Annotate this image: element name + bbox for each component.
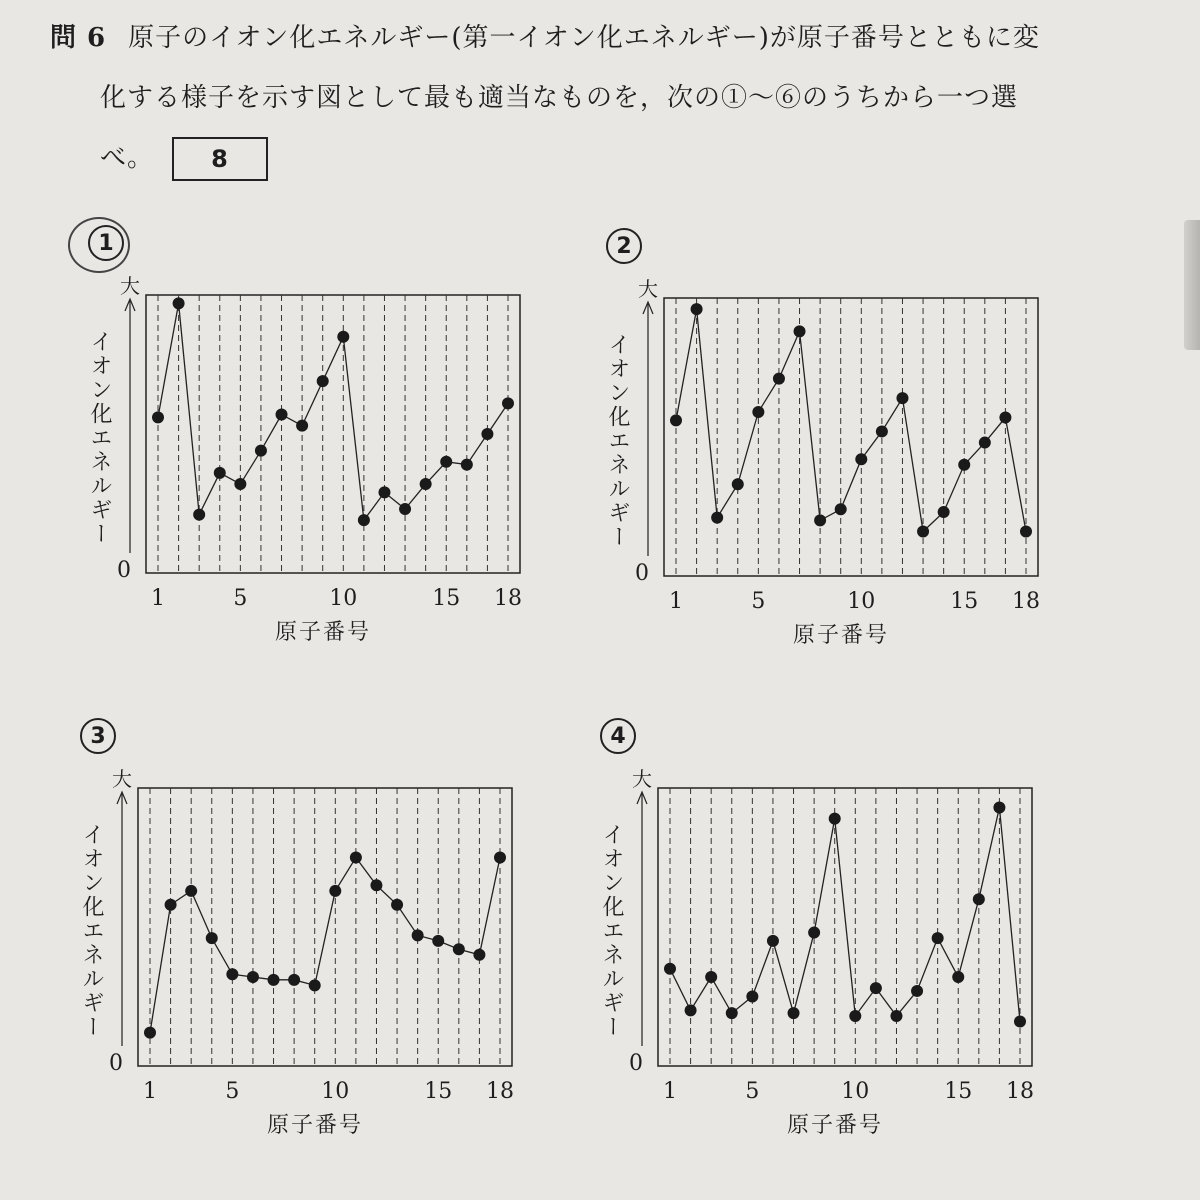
plot-frame bbox=[146, 295, 520, 573]
data-point bbox=[732, 478, 744, 490]
data-point bbox=[973, 893, 985, 905]
y-axis-label: イオン化エネルギー bbox=[87, 330, 112, 546]
y-axis-top-label: 大 bbox=[120, 274, 140, 298]
x-tick-label: 18 bbox=[1006, 1079, 1034, 1104]
data-point bbox=[917, 526, 929, 538]
x-tick-label: 18 bbox=[494, 586, 522, 611]
data-point bbox=[378, 486, 390, 498]
x-tick-label: 15 bbox=[424, 1079, 453, 1104]
x-axis-title: 原子番号 bbox=[793, 623, 890, 648]
page-edge-shadow bbox=[1184, 220, 1200, 350]
chart-option-4[interactable] bbox=[592, 718, 1152, 1188]
data-point bbox=[870, 982, 882, 994]
x-tick-label: 5 bbox=[751, 589, 766, 614]
data-point bbox=[502, 397, 514, 409]
chart-option-2[interactable] bbox=[598, 228, 1158, 698]
plot-frame bbox=[664, 298, 1038, 576]
x-tick-label: 5 bbox=[745, 1079, 760, 1104]
question-text bbox=[50, 8, 1160, 188]
x-tick-label: 1 bbox=[669, 589, 683, 614]
x-tick-label: 18 bbox=[486, 1079, 514, 1104]
x-tick-label: 10 bbox=[847, 589, 876, 614]
y-axis-top-label: 大 bbox=[632, 767, 652, 791]
x-tick-label: 15 bbox=[944, 1079, 973, 1104]
data-point bbox=[350, 852, 362, 864]
data-point bbox=[855, 453, 867, 465]
x-tick-label: 15 bbox=[950, 589, 979, 614]
series-line bbox=[676, 309, 1026, 531]
data-point bbox=[173, 297, 185, 309]
data-point bbox=[185, 885, 197, 897]
data-point bbox=[835, 503, 847, 515]
data-point bbox=[808, 927, 820, 939]
data-point bbox=[255, 445, 267, 457]
question-line-3: べ。 8 bbox=[50, 128, 1160, 188]
data-point bbox=[788, 1007, 800, 1019]
x-tick-label: 10 bbox=[329, 586, 358, 611]
x-tick-label: 10 bbox=[841, 1079, 870, 1104]
data-point bbox=[317, 375, 329, 387]
data-point bbox=[296, 420, 308, 432]
data-point bbox=[691, 303, 703, 315]
data-point bbox=[932, 932, 944, 944]
data-point bbox=[952, 971, 964, 983]
data-point bbox=[705, 971, 717, 983]
series-line bbox=[670, 807, 1020, 1021]
option-number-label: 2 bbox=[606, 228, 642, 264]
data-point bbox=[876, 425, 888, 437]
y-axis-zero-label: 0 bbox=[109, 1051, 123, 1076]
data-point bbox=[461, 459, 473, 471]
x-axis-title: 原子番号 bbox=[787, 1113, 884, 1138]
data-point bbox=[896, 392, 908, 404]
data-point bbox=[412, 929, 424, 941]
x-tick-label: 5 bbox=[233, 586, 248, 611]
y-axis-zero-label: 0 bbox=[629, 1051, 643, 1076]
data-point bbox=[670, 414, 682, 426]
data-point bbox=[481, 428, 493, 440]
question-line-1: 問 6 原子のイオン化エネルギー(第一イオン化エネルギー)が原子番号とともに変 bbox=[50, 23, 1040, 53]
data-point bbox=[214, 467, 226, 479]
data-point bbox=[247, 971, 259, 983]
data-point bbox=[453, 943, 465, 955]
question-line-2: 化する様子を示す図として最も適当なものを，次の①～⑥のうちから一つ選 bbox=[100, 83, 1019, 113]
data-point bbox=[746, 991, 758, 1003]
data-point bbox=[711, 512, 723, 524]
data-point bbox=[165, 899, 177, 911]
data-point bbox=[814, 514, 826, 526]
data-point bbox=[890, 1010, 902, 1022]
option-number-label: 3 bbox=[80, 718, 116, 754]
y-axis-label: イオン化エネルギー bbox=[599, 823, 624, 1039]
question-number: 問 6 bbox=[50, 23, 107, 53]
plot-frame bbox=[138, 788, 512, 1066]
data-point bbox=[288, 974, 300, 986]
y-axis-label: イオン化エネルギー bbox=[79, 823, 104, 1039]
data-point bbox=[206, 932, 218, 944]
data-point bbox=[726, 1007, 738, 1019]
data-point bbox=[432, 935, 444, 947]
data-point bbox=[767, 935, 779, 947]
series-line bbox=[158, 303, 508, 520]
data-point bbox=[370, 879, 382, 891]
data-point bbox=[1014, 1016, 1026, 1028]
x-tick-label: 15 bbox=[432, 586, 461, 611]
data-point bbox=[473, 949, 485, 961]
data-point bbox=[276, 409, 288, 421]
data-point bbox=[399, 503, 411, 515]
y-axis-zero-label: 0 bbox=[117, 558, 131, 583]
data-point bbox=[993, 801, 1005, 813]
y-axis-zero-label: 0 bbox=[635, 561, 649, 586]
data-point bbox=[958, 459, 970, 471]
data-point bbox=[911, 985, 923, 997]
plot-frame bbox=[658, 788, 1032, 1066]
data-point bbox=[337, 331, 349, 343]
data-point bbox=[494, 852, 506, 864]
data-point bbox=[420, 478, 432, 490]
option-number-label: 1 bbox=[88, 225, 124, 261]
data-point bbox=[664, 963, 676, 975]
data-point bbox=[226, 968, 238, 980]
y-axis-top-label: 大 bbox=[112, 767, 132, 791]
chart-option-1[interactable] bbox=[80, 225, 640, 695]
chart-option-3[interactable] bbox=[72, 718, 632, 1188]
data-point bbox=[309, 979, 321, 991]
x-tick-label: 1 bbox=[143, 1079, 157, 1104]
data-point bbox=[938, 506, 950, 518]
data-point bbox=[268, 974, 280, 986]
x-axis-title: 原子番号 bbox=[267, 1113, 364, 1138]
x-tick-label: 5 bbox=[225, 1079, 240, 1104]
data-point bbox=[999, 412, 1011, 424]
pencil-circle-mark bbox=[68, 217, 130, 273]
series-line bbox=[150, 858, 500, 1033]
data-point bbox=[979, 437, 991, 449]
x-axis-title: 原子番号 bbox=[275, 620, 372, 645]
x-tick-label: 10 bbox=[321, 1079, 350, 1104]
data-point bbox=[829, 813, 841, 825]
data-point bbox=[849, 1010, 861, 1022]
data-point bbox=[391, 899, 403, 911]
x-tick-label: 18 bbox=[1012, 589, 1040, 614]
y-axis-top-label: 大 bbox=[638, 277, 658, 301]
data-point bbox=[1020, 526, 1032, 538]
data-point bbox=[152, 411, 164, 423]
answer-box[interactable]: 8 bbox=[172, 137, 268, 181]
x-tick-label: 1 bbox=[151, 586, 165, 611]
data-point bbox=[773, 373, 785, 385]
x-tick-label: 1 bbox=[663, 1079, 677, 1104]
data-point bbox=[440, 456, 452, 468]
data-point bbox=[752, 406, 764, 418]
option-number-label: 4 bbox=[600, 718, 636, 754]
data-point bbox=[234, 478, 246, 490]
data-point bbox=[193, 509, 205, 521]
y-axis-label: イオン化エネルギー bbox=[605, 333, 630, 549]
data-point bbox=[794, 325, 806, 337]
data-point bbox=[329, 885, 341, 897]
data-point bbox=[144, 1027, 156, 1039]
data-point bbox=[685, 1004, 697, 1016]
data-point bbox=[358, 514, 370, 526]
